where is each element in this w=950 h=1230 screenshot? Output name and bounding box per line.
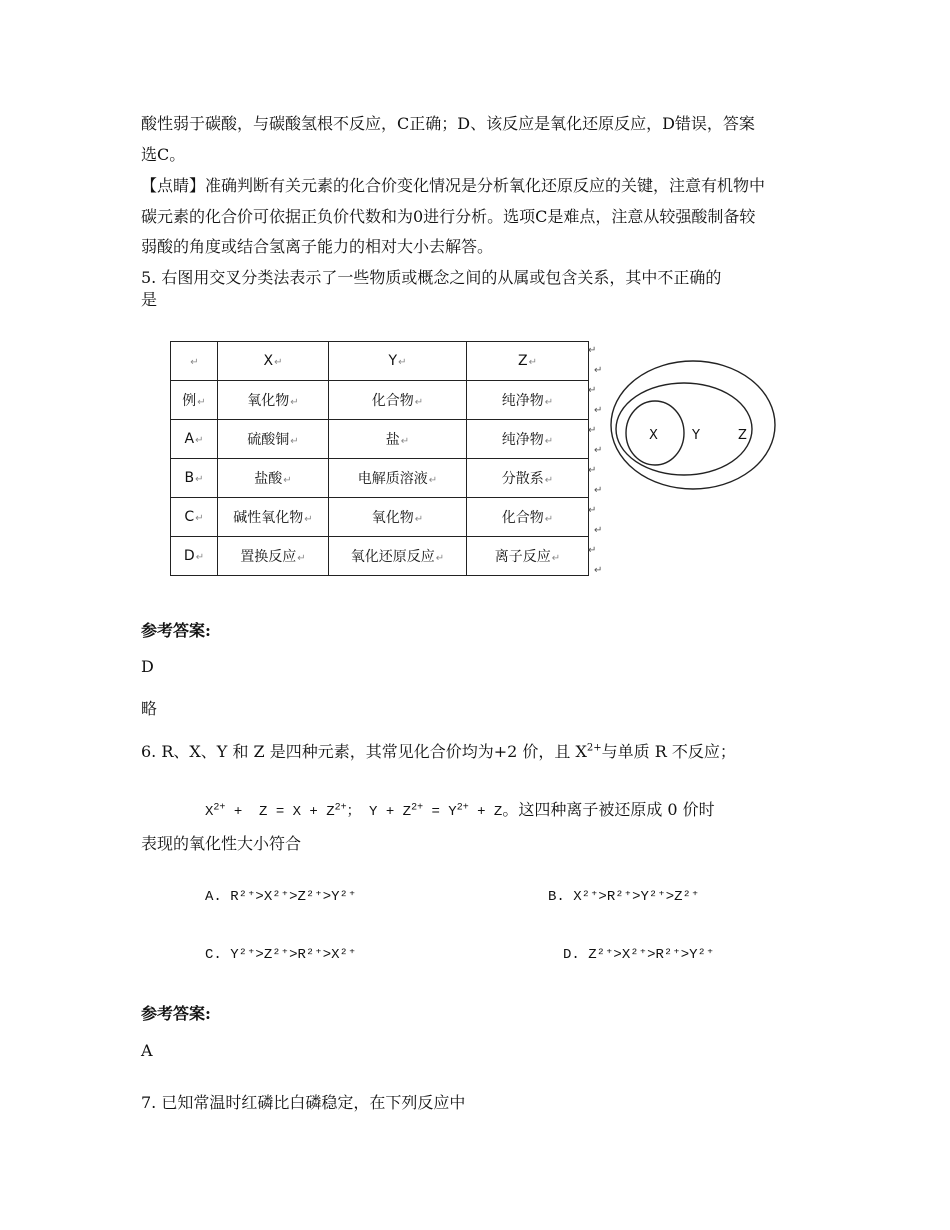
label-y: Y [692,428,700,443]
table-row [171,498,589,537]
table-cell: X↵ [218,342,329,381]
classification-table [170,341,589,576]
table-cell: 盐↵ [329,420,467,459]
q6-answer-label: 参考答案: [141,1004,211,1023]
q5-answer: D [141,657,154,676]
table-row [171,420,589,459]
table-cell: A↵ [171,420,218,459]
q6-line-3: 表现的氧化性大小符合 [141,834,302,853]
table-cell: 化合物↵ [329,381,467,420]
text-line-1: 酸性弱于碳酸，与碳酸氢根不反应，C正确；D、该反应是氧化还原反应，D错误，答案 [141,114,755,133]
text-line-4: 碳元素的化合价可依据正负价代数和为0进行分析。选项C是难点，注意从较强酸制备较 [141,207,756,226]
table-cell: 氧化物↵ [218,381,329,420]
text-line-2: 选C。 [141,145,186,164]
table-cell: 碱性氧化物↵ [218,498,329,537]
table-cell: 置换反应↵ [218,537,329,576]
q6-equations: $X^{2+} + Z = X + Z^{2+}$； $Y + Z^{2+} = Y^{2+} + Z$ [205,802,503,820]
table-cell: 氧化还原反应↵ [329,537,467,576]
table-header-row [171,342,589,381]
table-row [171,537,589,576]
venn-diagram [605,355,785,495]
label-x: X [649,428,658,443]
table-cell: 离子反应↵ [467,537,589,576]
q6-option-a: A. R²⁺>X²⁺>Z²⁺>Y²⁺ [205,889,357,905]
q6-answer: A [141,1041,153,1060]
table-cell: 纯净物↵ [467,420,589,459]
table-cell: B↵ [171,459,218,498]
q5-note: 略 [141,699,158,718]
table-cell: 电解质溶液↵ [329,459,467,498]
text-line-5: 弱酸的角度或结合氢离子能力的相对大小去解答。 [141,237,494,256]
q6-option-b: B. X²⁺>R²⁺>Y²⁺>Z²⁺ [548,889,700,905]
table-cell: C↵ [171,498,218,537]
table-cell: Z↵ [467,342,589,381]
table-cell: 纯净物↵ [467,381,589,420]
q5-stem-line-1: 5. 右图用交叉分类法表示了一些物质或概念之间的从属或包含关系，其中不正确的 [141,268,722,287]
table-cell: 化合物↵ [467,498,589,537]
table-cell: 盐酸↵ [218,459,329,498]
q5-stem-line-2: 是 [141,290,158,309]
ellipse-z [611,361,775,489]
table-cell: Y↵ [329,342,467,381]
table-cell: 硫酸铜↵ [218,420,329,459]
table-row [171,459,589,498]
q6-option-c: C. Y²⁺>Z²⁺>R²⁺>X²⁺ [205,947,357,963]
table-cell: 分散系↵ [467,459,589,498]
label-z: Z [738,428,747,443]
q7-stem: 7. 已知常温时红磷比白磷稳定，在下列反应中 [141,1093,466,1112]
q6-option-d: D. Z²⁺>X²⁺>R²⁺>Y²⁺ [563,947,715,963]
q6-equation-line: $X^{2+} + Z = X + Z^{2+}$； $Y + Z^{2+} = Y^{2+} + Z$。这四种离子被还原成 0 价时 [205,800,715,820]
table-cell: D↵ [171,537,218,576]
table-cell: ↵ [171,342,218,381]
table-row [171,381,589,420]
table-cell: 氧化物↵ [329,498,467,537]
table-cell: 例↵ [171,381,218,420]
text-line-3: 【点睛】准确判断有关元素的化合价变化情况是分析氧化还原反应的关键，注意有机物中 [141,176,766,195]
q5-answer-label: 参考答案: [141,621,211,640]
q6-stem: 6. R、X、Y 和 Z 是四种元素，其常见化合价均为+2 价，且 $X^{2+}$与单质 R 不反应； [141,742,736,761]
